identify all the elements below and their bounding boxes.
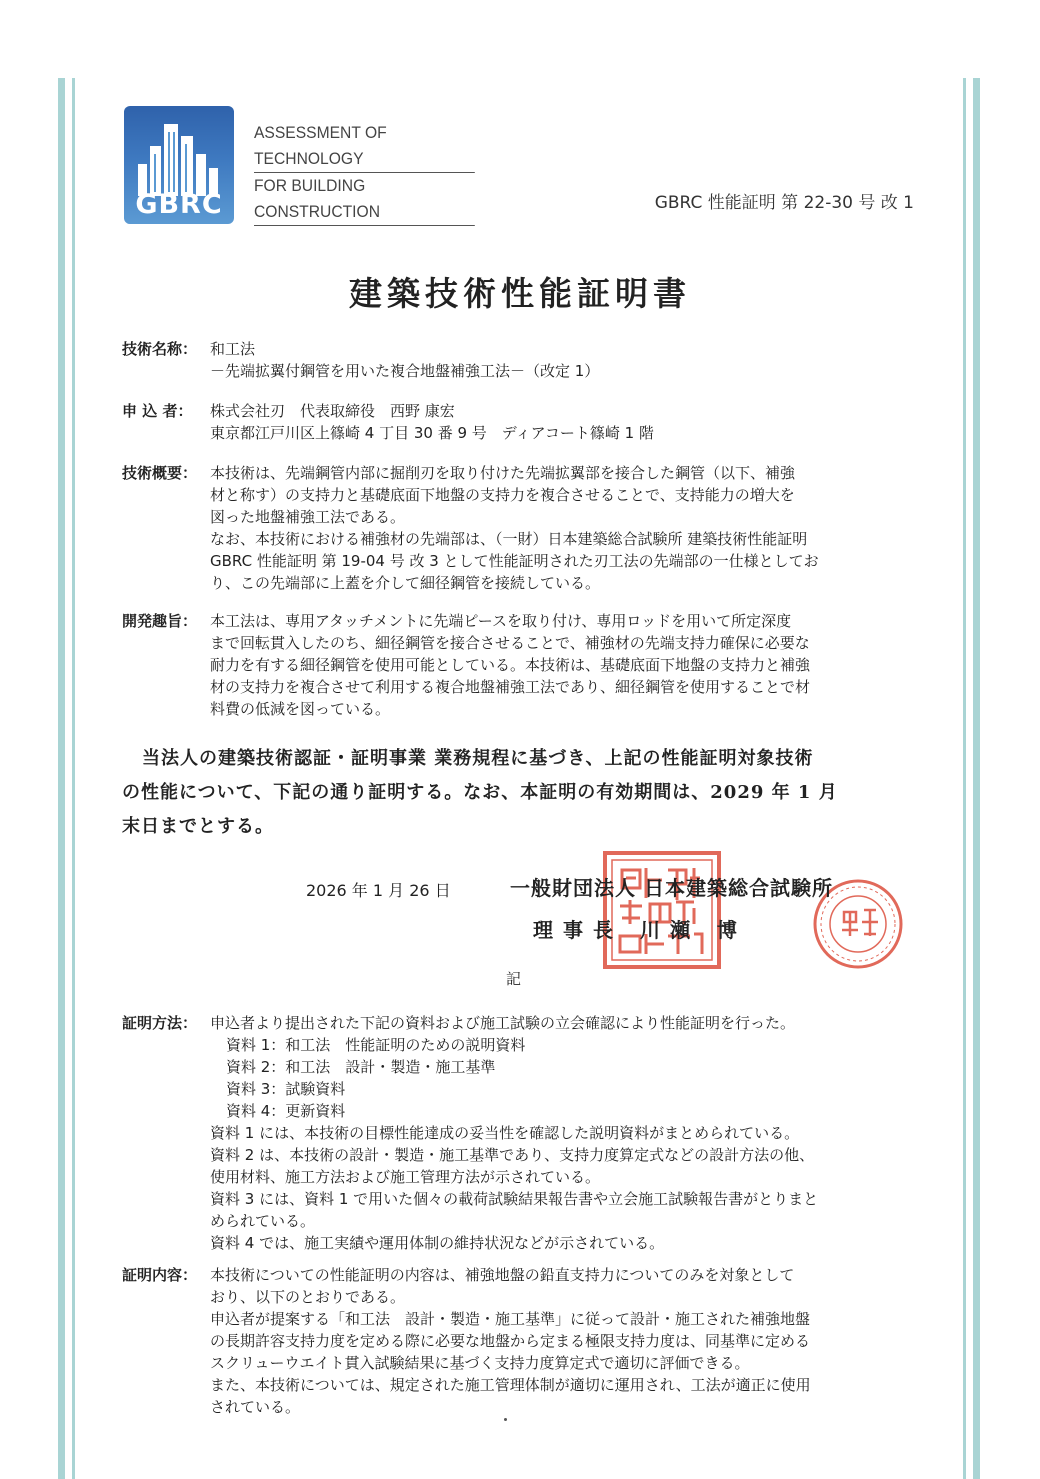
- section-label: 証明内容：: [122, 1266, 198, 1284]
- page-dot: [504, 1418, 507, 1421]
- material-item: 資料 3：試験資料: [226, 1080, 346, 1098]
- section-tech-name: [122, 338, 922, 382]
- purpose-line: 耐力を有する細径鋼管を使用可能としている。本技術は、基礎底面下地盤の支持力と補強: [210, 656, 811, 674]
- method-line: 申込者より提出された下記の資料および施工試験の立会確認により性能証明を行った。: [210, 1014, 796, 1032]
- ki-mark: 記: [506, 970, 522, 988]
- gbrc-logo: [124, 106, 234, 224]
- applicant-line: 株式会社刃 代表取締役 西野 康宏: [210, 402, 455, 420]
- applicant-line: 東京都江戸川区上篠崎 4 丁目 30 番 9 号 ディアコート篠崎 1 階: [210, 424, 654, 442]
- statement-line: 当法人の建築技術認証・証明事業 業務規程に基づき、上記の性能証明対象技術: [142, 748, 814, 769]
- purpose-line: 本工法は、専用アタッチメントに先端ピースを取り付け、専用ロッドを用いて所定深度: [210, 612, 792, 630]
- tech-name-line: 和工法: [210, 340, 256, 358]
- method-note: 資料 3 には、資料 1 で用いた個々の載荷試験結果報告書や立会施工試験報告書がとりまと: [210, 1190, 819, 1208]
- organization-name: 一般財団法人 日本建築総合試験所: [510, 876, 833, 900]
- tagline-line-2: FOR BUILDING CONSTRUCTION: [254, 173, 475, 226]
- statement-line: の性能について、下記の通り証明する。なお、本証明の有効期間は、2029 年 1 月: [122, 782, 838, 803]
- document-title: 建築技術性能証明書: [349, 274, 691, 313]
- section-label: 技術概要：: [122, 464, 198, 482]
- tech-name-line: －先端拡翼付鋼管を用いた複合地盤補強工法－（改定 1）: [210, 362, 600, 380]
- method-note: 資料 1 には、本技術の目標性能達成の妥当性を確認した説明資料がまとめられている。: [210, 1124, 800, 1142]
- certificate-number: GBRC 性能証明 第 22-30 号 改 1: [654, 193, 914, 213]
- president-name: 理事長 川瀬 博: [533, 918, 747, 942]
- organization-square-seal: [602, 850, 722, 970]
- material-item: 資料 4：更新資料: [226, 1102, 346, 1120]
- section-content: [122, 1264, 922, 1418]
- section-method: [122, 1012, 922, 1254]
- section-label: 証明方法：: [122, 1014, 198, 1032]
- overview-line: なお、本技術における補強材の先端部は、（一財）日本建築総合試験所 建築技術性能証明: [210, 530, 808, 548]
- logo-tagline: [254, 120, 475, 226]
- method-note: 使用材料、施工方法および施工管理方法が示されている。: [210, 1168, 601, 1186]
- content-line: 本技術についての性能証明の内容は、補強地盤の鉛直支持力についてのみを対象として: [210, 1266, 795, 1284]
- statement-line: 末日までとする。: [122, 816, 274, 837]
- content-line: 申込者が提案する「和工法 設計・製造・施工基準」に従って設計・施工された補強地盤: [210, 1310, 811, 1328]
- purpose-line: まで回転貫入したのち、細径鋼管を接合させることで、補強材の先端支持力確保に必要な: [210, 634, 810, 652]
- material-item: 資料 2：和工法 設計・製造・施工基準: [226, 1058, 496, 1076]
- overview-line: り、この先端部に上蓋を介して細径鋼管を接続している。: [210, 574, 601, 592]
- overview-line: 本技術は、先端鋼管内部に掘削刃を取り付けた先端拡翼部を接合した鋼管（以下、補強: [210, 464, 796, 482]
- issue-date: 2026 年 1 月 26 日: [306, 881, 451, 900]
- section-applicant: [122, 400, 922, 444]
- tagline-line-1: ASSESSMENT OF TECHNOLOGY: [254, 120, 475, 173]
- section-purpose: [122, 610, 922, 720]
- section-label: 申 込 者：: [122, 402, 193, 420]
- method-note: 資料 2 は、本技術の設計・製造・施工基準であり、支持力度算定式などの設計方法の他、: [210, 1146, 815, 1164]
- overview-line: 図った地盤補強工法である。: [210, 508, 406, 526]
- logo-mark: GBRC: [135, 189, 223, 220]
- content-line: また、本技術については、規定された施工管理体制が適切に運用され、工法が適正に使用: [210, 1376, 811, 1394]
- overview-line: GBRC 性能証明 第 19-04 号 改 3 として性能証明された刃工法の先端部の一仕様としてお: [210, 552, 819, 570]
- certification-statement: [122, 742, 922, 844]
- content-line: の長期許容支持力度を定める際に必要な地盤から定まる極限支持力度は、同基準に定める: [210, 1332, 811, 1350]
- content-line: スクリューウエイト貫入試験結果に基づく支持力度算定式で適切に評価できる。: [210, 1354, 750, 1372]
- overview-line: 材と称す）の支持力と基礎底面下地盤の支持力を複合させることで、支持能力の増大を: [210, 486, 795, 504]
- section-label: 技術名称：: [122, 340, 198, 358]
- material-item: 資料 1：和工法 性能証明のための説明資料: [226, 1036, 526, 1054]
- purpose-line: 料費の低減を図っている。: [210, 700, 391, 718]
- content-line: されている。: [210, 1398, 301, 1416]
- method-note: められている。: [210, 1212, 316, 1230]
- content-line: おり、以下のとおりである。: [210, 1288, 406, 1306]
- purpose-line: 材の支持力を複合させて利用する複合地盤補強工法であり、細径鋼管を使用することで材: [210, 678, 811, 696]
- section-label: 開発趣旨：: [122, 612, 198, 630]
- method-note: 資料 4 では、施工実績や運用体制の維持状況などが示されている。: [210, 1234, 665, 1252]
- section-overview: [122, 462, 922, 594]
